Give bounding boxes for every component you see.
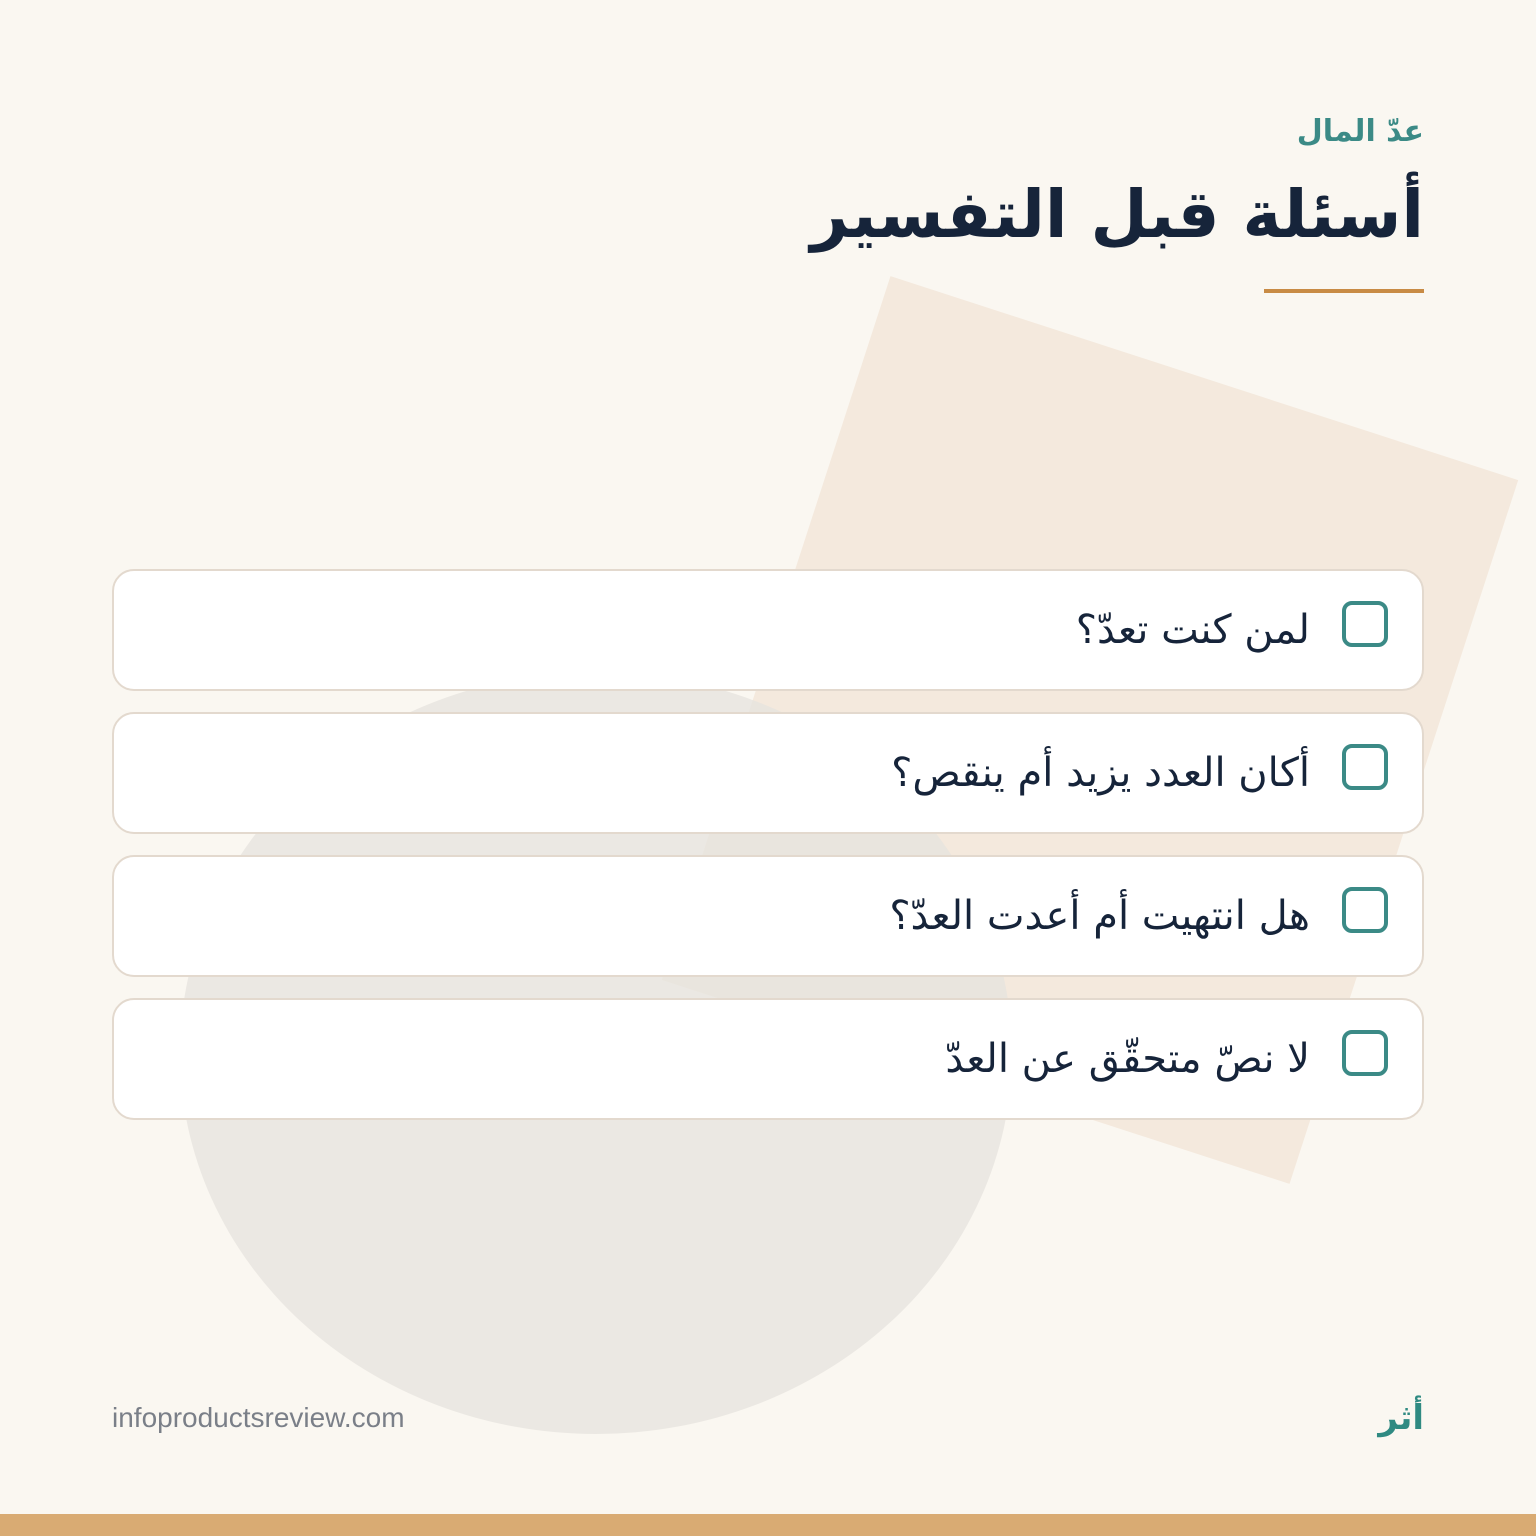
checklist-item[interactable] [112, 569, 1424, 691]
checkbox[interactable] [1342, 887, 1388, 933]
checklist-item-label: هل انتهيت أم أعدت العدّ؟ [889, 893, 1310, 939]
checkbox[interactable] [1342, 744, 1388, 790]
checkbox[interactable] [1342, 601, 1388, 647]
checklist-item-label: لمن كنت تعدّ؟ [1075, 607, 1310, 653]
checkbox[interactable] [1342, 1030, 1388, 1076]
page-title: أسئلة قبل التفسير [810, 176, 1424, 253]
question-checklist [112, 569, 1424, 1141]
checklist-item[interactable] [112, 998, 1424, 1120]
title-underline [1264, 289, 1424, 293]
checklist-item-label: لا نصّ متحقّق عن العدّ [945, 1036, 1310, 1082]
checklist-item[interactable] [112, 712, 1424, 834]
checklist-item-label: أكان العدد يزيد أم ينقص؟ [891, 750, 1310, 796]
brand-logo: أثر [1378, 1398, 1424, 1438]
eyebrow-label: عدّ المال [1296, 114, 1424, 149]
bottom-accent-bar [0, 1514, 1536, 1536]
footer-website-url: infoproductsreview.com [112, 1402, 405, 1433]
checklist-item[interactable] [112, 855, 1424, 977]
